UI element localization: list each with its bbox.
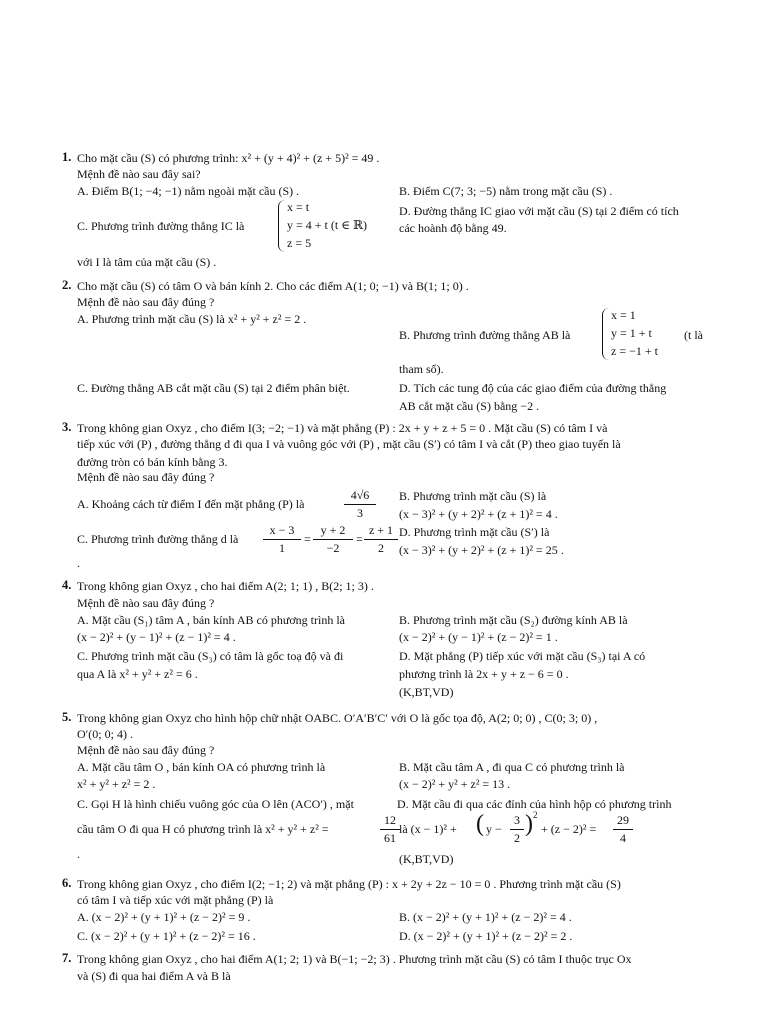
trailing-dot: . [77, 847, 80, 861]
option-b: B. Mặt cầu tâm A , đi qua C có phương trình là [399, 760, 625, 774]
equation-row: y = 1 + t [611, 326, 652, 340]
question-prompt: Mệnh đề nào sau đây đúng ? [77, 743, 215, 757]
option-c-cont: với I là tâm của mặt cầu (S) . [77, 255, 217, 269]
option-b: B. Phương trình mặt cầu (S) là [399, 489, 547, 503]
fraction-denominator: 61 [384, 831, 396, 845]
option-b-cont: (x − 2)² + y² + z² = 13 . [399, 777, 511, 791]
option-a: A. Khoảng cách từ điểm I đến mặt phẳng (P) là [77, 497, 305, 511]
option-b: B. Điểm C(7; 3; −5) nằm trong mặt cầu (S) . [399, 184, 613, 198]
question-stem: Trong không gian Oxyz , cho hai điểm A(2; 1; 1) , B(2; 1; 3) . [77, 579, 374, 593]
question-stem-line: và (S) đi qua hai điểm A và B là [77, 969, 231, 983]
fraction-denominator: 2 [378, 541, 384, 555]
question-stem-line: Trong không gian Oxyz , cho điểm I(3; −2; −1) và mặt phẳng (P) : 2x + y + z + 5 = 0 . Mặt cầu (S) có tâm I và [77, 421, 608, 435]
fraction-numerator: 4√6 [350, 488, 370, 502]
fraction-denominator: 1 [279, 541, 285, 555]
question-number: 1. [62, 150, 72, 164]
system-of-equations [278, 200, 399, 252]
option-b: B. (x − 2)² + (y + 1)² + (z − 2)² = 4 . [399, 910, 572, 924]
equation-row: z = 5 [287, 236, 312, 250]
option-d-cont: các hoành độ bằng 49. [399, 221, 507, 235]
option-c: C. Phương trình đường thẳng IC là [77, 219, 245, 233]
question-stem-line: tiếp xúc với (P) , đường thẳng d đi qua I và vuông góc với (P) , mặt cầu (S′) có tâm I và cắt (P) theo giao tuyến là [77, 437, 621, 451]
option-d: D. Tích các tung độ của các giao điểm của đường thẳng [399, 381, 667, 395]
option-d-cont: phương trình là 2x + y + z − 6 = 0 . [399, 667, 569, 681]
equation-row: x = t [287, 200, 310, 214]
paren-close: ) [525, 811, 533, 837]
question-stem-line: đường tròn có bán kính bằng 3. [77, 455, 228, 469]
fraction-numerator: z + 1 [368, 523, 394, 537]
fraction-numerator: 3 [514, 813, 520, 827]
question-stem: Cho mặt cầu (S) có tâm O và bán kính 2. Cho các điểm A(1; 0; −1) và B(1; 1; 0) . [77, 279, 469, 293]
variable-y: y − [486, 822, 502, 836]
question-stem-line: O′(0; 0; 4) . [77, 727, 133, 741]
question-stem-line: có tâm I và tiếp xúc với mặt phẳng (P) là [77, 893, 274, 907]
option-c: C. Phương trình mặt cầu (S₃) có tâm là gốc toạ độ và đi [77, 649, 344, 663]
fraction-denominator: 3 [357, 506, 363, 520]
option-b-cont: (x − 2)² + (y − 1)² + (z − 2)² = 1 . [399, 630, 558, 644]
equals-sign: = [304, 532, 311, 546]
option-c-cont: qua A là x² + y² + z² = 6 . [77, 667, 198, 681]
option-d: D. (x − 2)² + (y + 1)² + (z − 2)² = 2 . [399, 929, 573, 943]
system-of-equations [602, 308, 678, 360]
paren-open: ( [476, 811, 484, 837]
fraction-bar [510, 829, 524, 830]
fraction-bar [364, 539, 398, 540]
option-d-cont: là (x − 1)² + [399, 822, 457, 836]
fraction-denominator: 4 [620, 831, 626, 845]
difficulty-tag: (K,BT,VD) [399, 852, 454, 866]
option-a: A. Điểm B(1; −4; −1) nằm ngoài mặt cầu (S) . [77, 184, 300, 198]
equation-row: x = 1 [611, 308, 636, 322]
option-b: B. Phương trình mặt cầu (S₂) đường kính AB là [399, 613, 628, 627]
question-stem-line: Trong không gian Oxyz , cho điểm I(2; −1; 2) và mặt phẳng (P) : x + 2y + 2z − 10 = 0 . Phương trình mặt cầu (S) [77, 877, 621, 891]
fraction-numerator: 29 [617, 813, 629, 827]
question-number: 7. [62, 951, 72, 965]
question-prompt: Mệnh đề nào sau đây đúng ? [77, 596, 215, 610]
question-prompt: Mệnh đề nào sau đây sai? [77, 167, 201, 181]
question-number: 4. [62, 578, 72, 592]
option-c: C. Đường thẳng AB cắt mặt cầu (S) tại 2 điểm phân biệt. [77, 381, 350, 395]
option-a: A. Mặt cầu tâm O , bán kính OA có phương trình là [77, 760, 326, 774]
option-d: D. Mặt phẳng (P) tiếp xúc với mặt cầu (S₃) tại A có [399, 649, 646, 663]
question-stem-line: Trong không gian Oxyz cho hình hộp chữ nhật OABC. O′A′B′C′ với O là gốc tọa độ, A(2; 0; 0) , C(0; 3; 0) , [77, 711, 598, 725]
option-a: A. Mặt cầu (S₁) tâm A , bán kính AB có phương trình là [77, 613, 346, 627]
trailing-dot: . [77, 556, 80, 570]
fraction-bar [313, 539, 353, 540]
fraction-numerator: y + 2 [320, 523, 346, 537]
question-stem: Cho mặt cầu (S) có phương trình: x² + (y + 4)² + (z + 5)² = 49 . [77, 151, 380, 165]
fraction-denominator: −2 [326, 541, 340, 555]
equals-sign: = [356, 532, 363, 546]
question-prompt: Mệnh đề nào sau đây đúng ? [77, 470, 215, 484]
equation-row: z = −1 + t [611, 344, 658, 358]
option-d: D. Mặt cầu đi qua các đỉnh của hình hộp có phương trình [397, 797, 672, 811]
option-d-cont: AB cắt mặt cầu (S) bằng −2 . [399, 399, 540, 413]
option-d: D. Đường thẳng IC giao với mặt cầu (S) tại 2 điểm có tích [399, 204, 679, 218]
fraction-bar [263, 539, 301, 540]
option-d: D. Phương trình mặt cầu (S′) là [399, 525, 550, 539]
question-number: 2. [62, 278, 72, 292]
fraction-bar [613, 829, 633, 830]
fraction-bar [344, 504, 376, 505]
option-c-cont: cầu tâm O đi qua H có phương trình là x² + y² + z² = [77, 822, 329, 836]
option-d-cont: + (z − 2)² = [541, 822, 597, 836]
question-number: 3. [62, 420, 72, 434]
option-b: B. Phương trình đường thẳng AB là [399, 328, 571, 342]
option-a: A. Phương trình mặt cầu (S) là x² + y² + z² = 2 . [77, 312, 307, 326]
option-c: C. Phương trình đường thẳng d là [77, 532, 239, 546]
question-number: 6. [62, 876, 72, 890]
option-a: A. (x − 2)² + (y + 1)² + (z − 2)² = 9 . [77, 910, 251, 924]
fraction-denominator: 2 [514, 831, 520, 845]
option-c: C. (x − 2)² + (y + 1)² + (z − 2)² = 16 . [77, 929, 256, 943]
option-a-cont: (x − 2)² + (y − 1)² + (z − 1)² = 4 . [77, 630, 236, 644]
option-c: C. Gọi H là hình chiếu vuông góc của O lên (ACO′) , mặt [77, 797, 354, 811]
option-a-cont: x² + y² + z² = 2 . [77, 777, 156, 791]
question-stem-line: Trong không gian Oxyz , cho hai điểm A(1; 2; 1) và B(−1; −2; 3) . Phương trình mặt cầu (S) có tâm I thuộc trục Ox [77, 952, 632, 966]
option-b-cont: (x − 3)² + (y + 2)² + (z + 1)² = 4 . [399, 507, 558, 521]
fraction-bar [380, 829, 400, 830]
option-b-cont: tham số). [399, 362, 444, 376]
question-number: 5. [62, 710, 72, 724]
option-d-cont: (x − 3)² + (y + 2)² + (z + 1)² = 25 . [399, 543, 564, 557]
fraction-numerator: 12 [384, 813, 396, 827]
fraction-numerator: x − 3 [269, 523, 295, 537]
option-b-param: (t là [684, 328, 703, 342]
equation-row: y = 4 + t (t ∈ ℝ) [287, 218, 368, 232]
difficulty-tag: (K,BT,VD) [399, 685, 454, 699]
exponent: 2 [533, 810, 538, 820]
question-prompt: Mệnh đề nào sau đây đúng ? [77, 295, 215, 309]
